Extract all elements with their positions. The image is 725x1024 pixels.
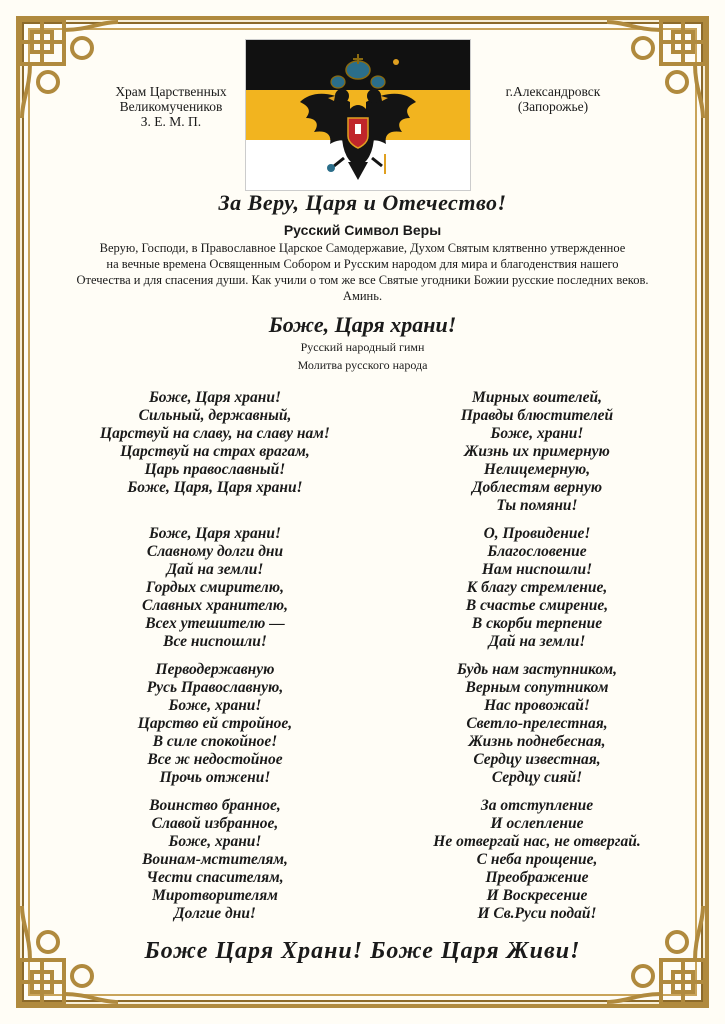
verse-line: Мирных воителей, <box>472 389 602 406</box>
verse-line: Боже, Царя храни! <box>148 525 282 542</box>
verse-line: Нелицемерную, <box>483 461 591 478</box>
verse-line: Светло-прелестная, <box>466 715 608 732</box>
footer-slogan: Боже Царя Храни! Боже Царя Живи! <box>144 938 581 964</box>
verse-line: Славному долги дни <box>146 543 284 560</box>
verse-line: Царь православный! <box>144 461 286 478</box>
verse-line: Жизнь поднебесная, <box>468 733 606 750</box>
verse-line: Боже, храни! <box>490 425 584 442</box>
verse-line: Боже, Царя, Царя храни! <box>127 479 303 496</box>
verse-line: Нам ниспошли! <box>481 561 593 578</box>
city-name <box>478 84 628 114</box>
anthem-title: Боже, Царя храни! <box>268 312 457 337</box>
church-name <box>96 84 246 129</box>
creed-line: Верую, Господи, в Православное Царское Самодержавие, Духом Святым клятвенно утвержденное <box>99 241 626 255</box>
verse-line: К благу стремление, <box>466 579 608 596</box>
verse-line: За отступление <box>480 797 594 814</box>
double-headed-eagle-icon <box>246 40 470 190</box>
verse-line: В силе спокойное! <box>152 733 278 750</box>
verse-line: Всех утешителю — <box>145 615 285 632</box>
verse-line: Русь Православную, <box>146 679 284 696</box>
creed-title: Русский Символ Веры <box>283 222 442 238</box>
verse-line: Гордых смирителю, <box>146 579 284 596</box>
verse-line: Дай на земли! <box>166 561 264 578</box>
verse-line: Жизнь их примерную <box>464 443 610 460</box>
verse-line: Долгие дни! <box>174 905 256 922</box>
stanza <box>50 389 380 525</box>
verse-line: Ты помяни! <box>496 497 578 514</box>
verse-line: В скорби терпение <box>471 615 603 632</box>
verse-line: Сердцу сияй! <box>491 769 583 786</box>
verse-line: В счастье смирение, <box>465 597 609 614</box>
church-name-line: Храм Царственных <box>115 84 227 99</box>
verse-line: Сердцу известная, <box>473 751 601 768</box>
motto: За Веру, Царя и Отечество! <box>218 190 507 215</box>
verse-line: Не отвергай нас, не отвергай. <box>433 833 641 850</box>
creed-line: Аминь. <box>342 289 383 303</box>
creed-text <box>40 240 685 304</box>
verse-line: Будь нам заступником, <box>457 661 617 678</box>
verse-line: Доблестям верную <box>471 479 603 496</box>
verse-line: И Св.Руси подай! <box>477 905 597 922</box>
stanza <box>50 797 380 933</box>
verse-line: Благословение <box>487 543 587 560</box>
stanza <box>372 661 702 797</box>
anthem-subtitle: Молитва русского народа <box>297 358 428 372</box>
verse-line: Воинам-мстителям, <box>142 851 288 868</box>
verse-line: Миротворителям <box>152 887 278 904</box>
city-name-line: (Запорожье) <box>517 99 589 114</box>
verse-line: Боже, Царя храни! <box>148 389 282 406</box>
city-name-line: г.Александровск <box>505 84 601 99</box>
verse-line: С неба прощение, <box>476 851 598 868</box>
verse-line: Сильный, державный, <box>138 407 292 424</box>
verse-line: Воинство бранное, <box>149 797 281 814</box>
verse-line: Боже, храни! <box>168 833 262 850</box>
verse-line: Царствуй на страх врагам, <box>120 443 310 460</box>
verse-line: Славных хранителю, <box>142 597 288 614</box>
verse-line: Все ж недостойное <box>147 751 283 768</box>
church-name-line: З. Е. М. П. <box>140 114 202 129</box>
creed-line: Отечества и для спасения души. Как учили о том же все Святые угодники Божии русские последних веков. <box>76 273 649 287</box>
imperial-flag <box>246 40 470 190</box>
stanza <box>372 389 702 525</box>
stanza <box>50 661 380 797</box>
church-name-line: Великомучеников <box>119 99 223 114</box>
verse-line: Чести спасителям, <box>146 869 284 886</box>
verse-line: Царство ей стройное, <box>137 715 293 732</box>
verse-line: Перводержавную <box>155 661 275 678</box>
stanza <box>372 797 702 933</box>
verse-line: Дай на земли! <box>488 633 586 650</box>
verse-line: Все ниспошли! <box>163 633 267 650</box>
verse-line: И ослепление <box>490 815 584 832</box>
creed-line: на вечные времена Освященным Собором и Русским народом для мира и благоденствия нашего <box>106 257 619 271</box>
verse-line: Преображение <box>485 869 589 886</box>
anthem-subtitle: Русский народный гимн <box>300 340 425 354</box>
verse-line: Царствуй на славу, на славу нам! <box>100 425 330 442</box>
verse-line: Боже, храни! <box>168 697 262 714</box>
verse-line: Правды блюстителей <box>460 407 614 424</box>
verse-line: Славой избранное, <box>151 815 279 832</box>
stanza <box>50 525 380 661</box>
anthem-left-column <box>50 389 380 933</box>
verse-line: Нас провожай! <box>484 697 590 714</box>
verse-line: О, Провидение! <box>483 525 591 542</box>
verse-line: Верным сопутником <box>465 679 609 696</box>
verse-line: И Воскресение <box>486 887 588 904</box>
stanza <box>372 525 702 661</box>
verse-line: Прочь отжени! <box>159 769 271 786</box>
anthem-right-column <box>372 389 702 933</box>
